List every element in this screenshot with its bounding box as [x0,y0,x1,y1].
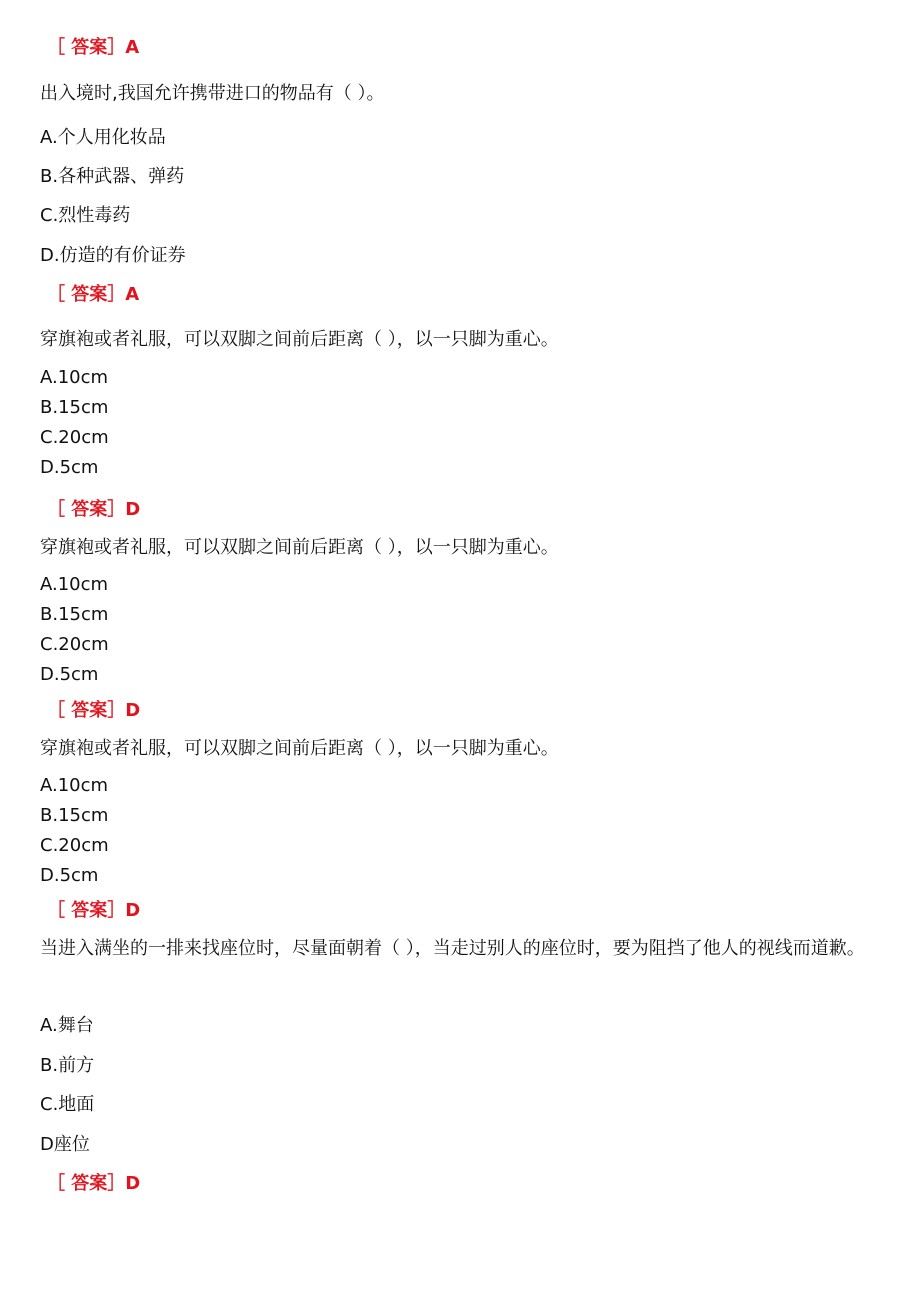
option-b: B.15cm [40,805,109,826]
option-b: B.15cm [40,604,109,625]
option-b: B.前方 [40,1055,95,1076]
option-d: D.5cm [40,865,99,886]
answer-label: ［ 答案］D [47,1173,141,1194]
answer-label: ［ 答案］A [47,284,140,305]
question-text: 穿旗袍或者礼服，可以双脚之间前后距离（ ），以一只脚为重心。 [40,537,559,558]
option-d: D座位 [40,1134,90,1155]
question-text: 当进入满坐的一排来找座位时，尽量面朝着（ ），当走过别人的座位时，要为阻挡了他人的视线而道歉。 [40,938,865,959]
option-d: D.5cm [40,664,99,685]
option-b: B.15cm [40,397,109,418]
option-c: C.地面 [40,1094,95,1115]
question-text: 出入境时,我国允许携带进口的物品有（ ）。 [40,83,385,104]
option-c: C.20cm [40,634,109,655]
option-d: D.仿造的有价证券 [40,245,186,266]
option-a: A.10cm [40,574,109,595]
option-c: C.20cm [40,427,109,448]
answer-label: ［ 答案］A [47,37,140,58]
answer-label: ［ 答案］D [47,499,141,520]
option-a: A.个人用化妆品 [40,127,166,148]
question-text: 穿旗袍或者礼服，可以双脚之间前后距离（ ），以一只脚为重心。 [40,738,559,759]
option-b: B.各种武器、弹药 [40,166,185,187]
question-text: 穿旗袍或者礼服，可以双脚之间前后距离（ ），以一只脚为重心。 [40,329,559,350]
answer-label: ［ 答案］D [47,900,141,921]
option-c: C.烈性毒药 [40,205,131,226]
option-a: A.10cm [40,367,109,388]
option-c: C.20cm [40,835,109,856]
option-a: A.舞台 [40,1015,94,1036]
option-a: A.10cm [40,775,109,796]
answer-label: ［ 答案］D [47,700,141,721]
option-d: D.5cm [40,457,99,478]
